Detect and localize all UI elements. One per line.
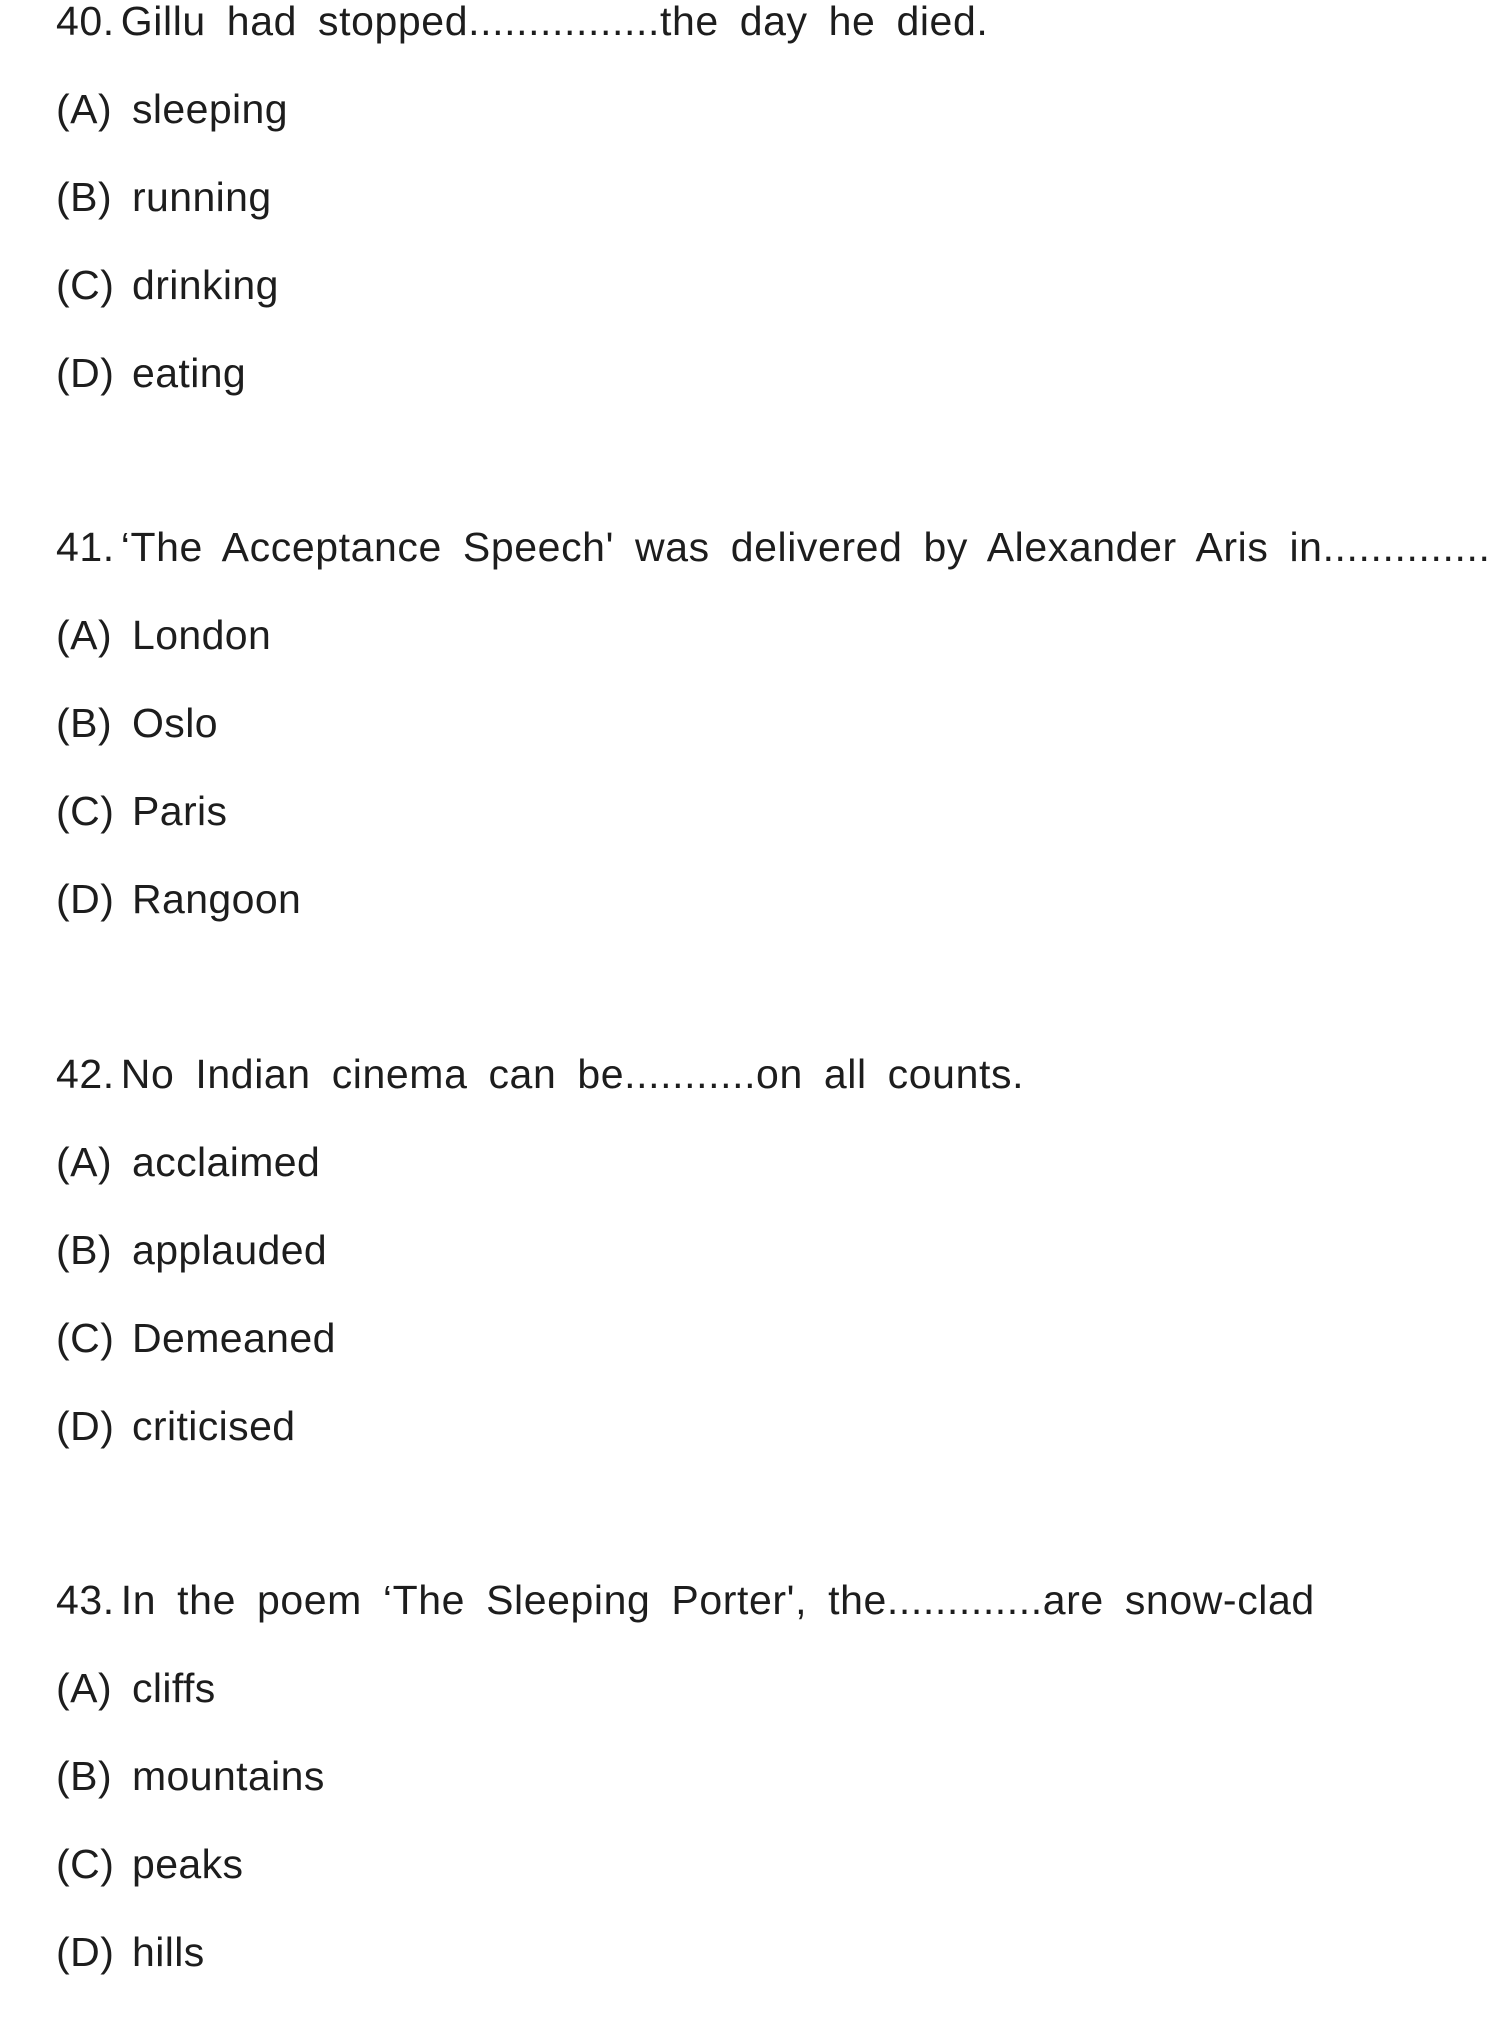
option-c[interactable] <box>56 787 1476 835</box>
option-text: cliffs <box>132 1665 216 1711</box>
option-text: peaks <box>132 1841 244 1887</box>
option-a[interactable] <box>56 611 1476 659</box>
option-c[interactable] <box>56 1840 1476 1888</box>
option-letter: (A) <box>56 612 113 658</box>
option-letter: (D) <box>56 1929 115 1975</box>
question-41 <box>56 523 1491 923</box>
question-number: 40. <box>56 0 115 44</box>
option-text: sleeping <box>132 86 288 132</box>
option-text: Demeaned <box>132 1315 336 1361</box>
question-text: Gillu had stopped................the day he died. <box>120 0 989 44</box>
option-letter: (C) <box>56 1315 115 1361</box>
option-text: criticised <box>132 1403 296 1449</box>
option-b[interactable] <box>56 173 1476 221</box>
question-40 <box>56 0 1476 397</box>
option-letter: (D) <box>56 1403 115 1449</box>
option-b[interactable] <box>56 1752 1476 1800</box>
option-text: applauded <box>132 1227 328 1273</box>
question-text: ‘The Acceptance Speech' was delivered by Alexander Aris in.............. <box>120 524 1491 570</box>
option-text: acclaimed <box>132 1139 321 1185</box>
question-stem <box>56 0 1476 45</box>
option-text: running <box>132 174 272 220</box>
option-letter: (C) <box>56 1841 115 1887</box>
option-a[interactable] <box>56 1138 1476 1186</box>
option-letter: (D) <box>56 876 115 922</box>
option-letter: (B) <box>56 174 113 220</box>
question-43 <box>56 1576 1476 1976</box>
question-number: 41. <box>56 524 115 570</box>
option-letter: (D) <box>56 350 115 396</box>
option-d[interactable] <box>56 349 1476 397</box>
option-b[interactable] <box>56 1226 1476 1274</box>
question-stem <box>56 1050 1476 1098</box>
option-letter: (A) <box>56 1665 113 1711</box>
question-text: No Indian cinema can be...........on all counts. <box>120 1051 1025 1097</box>
question-number: 42. <box>56 1051 115 1097</box>
option-d[interactable] <box>56 1402 1476 1450</box>
option-b[interactable] <box>56 699 1476 747</box>
option-text: hills <box>132 1929 205 1975</box>
option-letter: (A) <box>56 86 113 132</box>
option-text: mountains <box>132 1753 325 1799</box>
option-letter: (B) <box>56 1227 113 1273</box>
option-d[interactable] <box>56 1928 1476 1976</box>
option-text: drinking <box>132 262 279 308</box>
question-text: In the poem ‘The Sleeping Porter', the.............are snow-clad <box>120 1577 1315 1623</box>
option-a[interactable] <box>56 85 1476 133</box>
option-text: Paris <box>132 788 228 834</box>
question-number: 43. <box>56 1577 115 1623</box>
option-text: London <box>132 612 272 658</box>
option-letter: (B) <box>56 700 113 746</box>
option-letter: (C) <box>56 262 115 308</box>
question-42 <box>56 1050 1476 1450</box>
option-letter: (C) <box>56 788 115 834</box>
option-letter: (B) <box>56 1753 113 1799</box>
option-text: Oslo <box>132 700 218 746</box>
option-d[interactable] <box>56 875 1476 923</box>
option-text: Rangoon <box>132 876 302 922</box>
question-stem <box>56 523 1491 571</box>
option-text: eating <box>132 350 247 396</box>
question-stem <box>56 1576 1476 1624</box>
option-letter: (A) <box>56 1139 113 1185</box>
option-c[interactable] <box>56 261 1476 309</box>
option-a[interactable] <box>56 1664 1476 1712</box>
option-c[interactable] <box>56 1314 1476 1362</box>
